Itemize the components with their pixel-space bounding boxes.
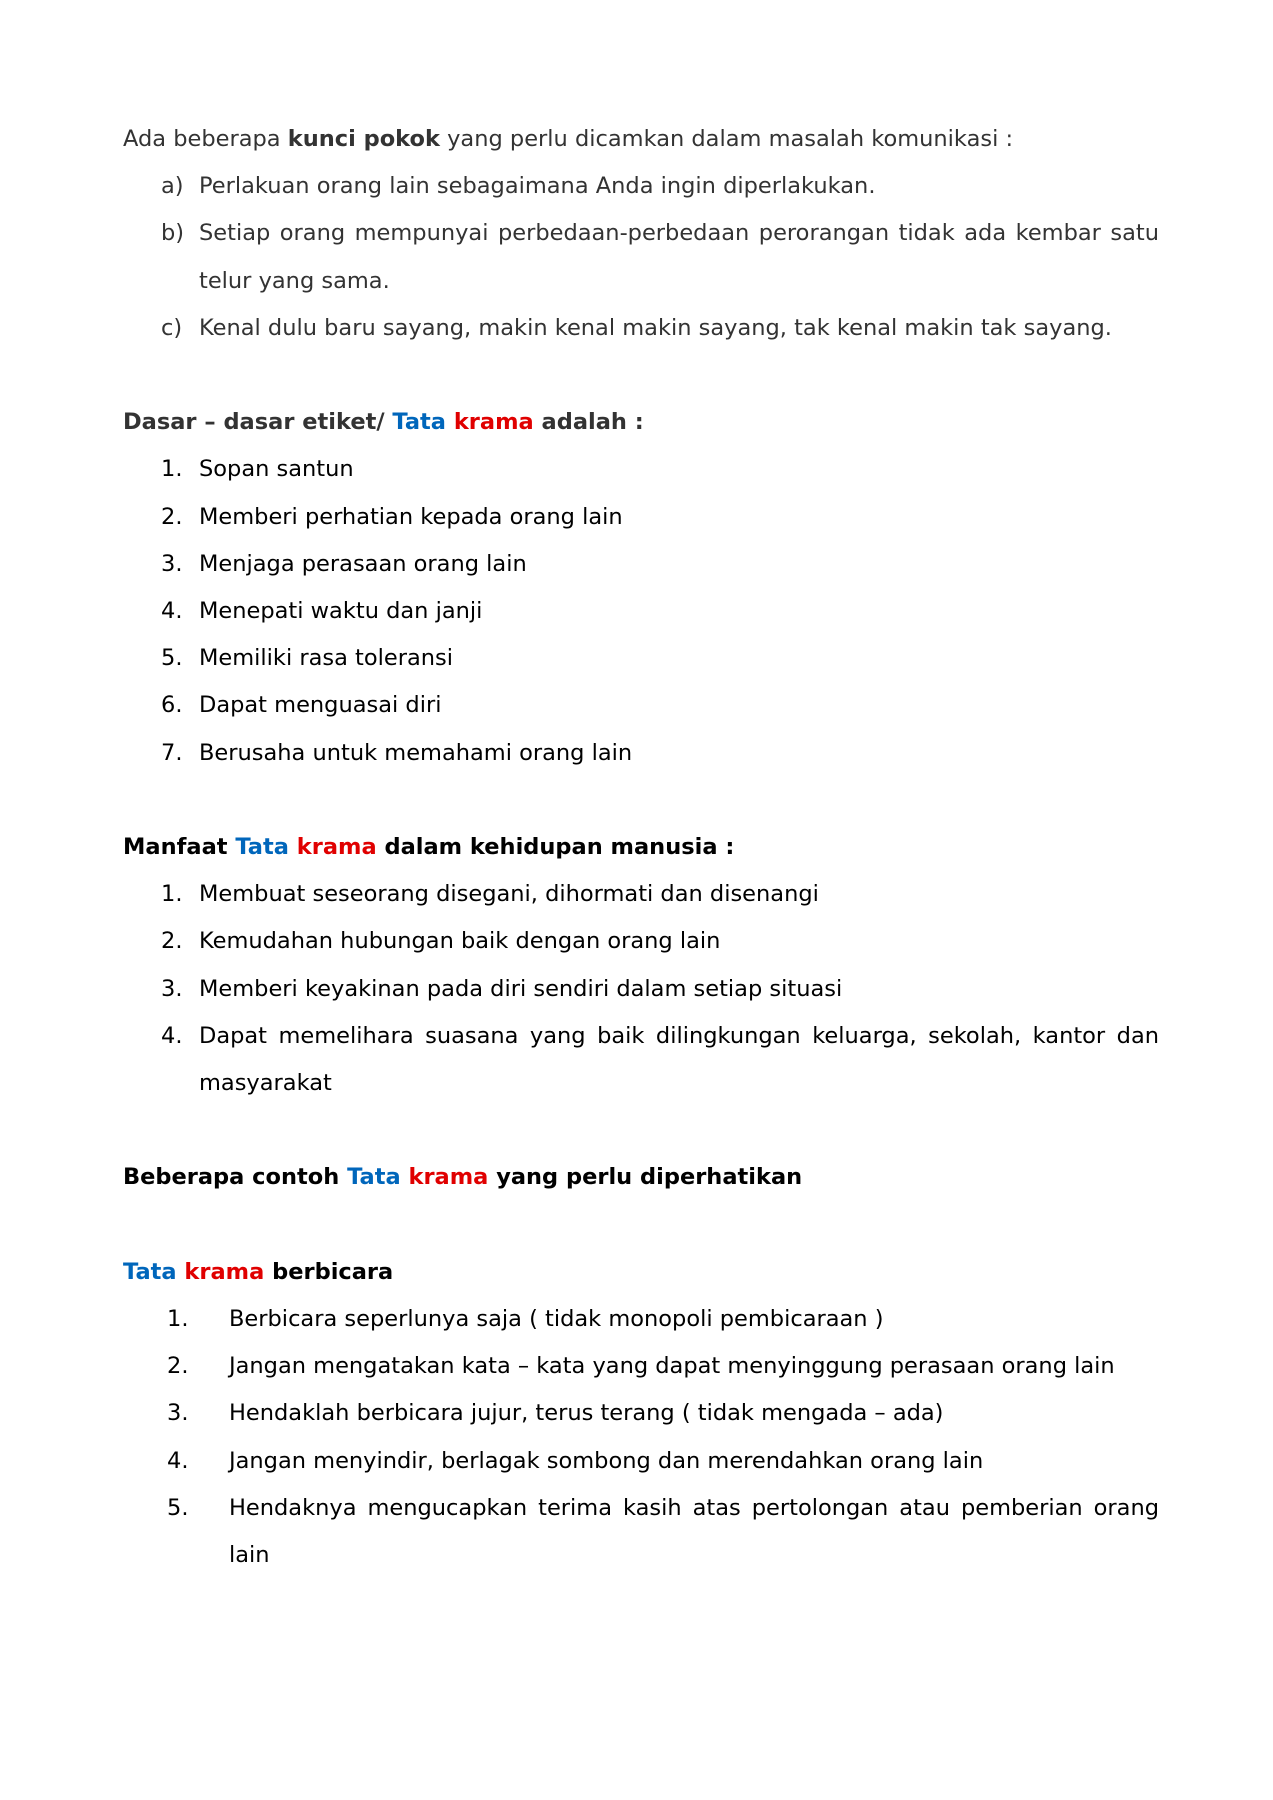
- list-text: Hendaknya mengucapkan terima kasih atas pertolongan atau pemberian orang lain: [229, 1494, 1159, 1569]
- list-marker: 3.: [161, 550, 183, 577]
- intro-bold: kunci pokok: [287, 126, 440, 152]
- list-marker: 1.: [167, 1306, 189, 1333]
- list-item: [123, 1390, 1159, 1437]
- heading-text: Beberapa contoh: [123, 1164, 348, 1191]
- list-item: [123, 163, 1159, 210]
- list-marker: 3.: [161, 975, 183, 1002]
- intro-text: Ada beberapa: [123, 126, 288, 152]
- heading-berbicara: [123, 1249, 1159, 1296]
- list-text: Jangan mengatakan kata – kata yang dapat menyinggung perasaan orang lain: [229, 1353, 1115, 1380]
- list-marker: 6.: [161, 692, 183, 719]
- list-marker: 2.: [161, 928, 183, 955]
- list-item: [123, 871, 1159, 918]
- list-text: Memiliki rasa toleransi: [199, 645, 454, 672]
- heading-text: Manfaat: [123, 834, 236, 861]
- list-text: Kemudahan hubungan baik dengan orang lain: [199, 928, 721, 955]
- heading-tata: Tata: [123, 1258, 177, 1285]
- list-text: Membuat seseorang disegani, dihormati dan disenangi: [199, 881, 819, 908]
- list-item: [123, 1485, 1159, 1579]
- list-marker: 7.: [161, 739, 183, 766]
- list-item: [123, 210, 1159, 304]
- list-marker: 5.: [167, 1494, 189, 1521]
- heading-text-end: yang perlu diperhatikan: [488, 1164, 803, 1191]
- list-marker: 2.: [167, 1353, 189, 1380]
- list-item: [123, 635, 1159, 682]
- list-text: Memberi keyakinan pada diri sendiri dalam setiap situasi: [199, 975, 843, 1002]
- list-text: Menjaga perasaan orang lain: [199, 550, 527, 577]
- list-item: [123, 966, 1159, 1013]
- heading-contoh: [123, 1154, 1159, 1201]
- heading-krama: krama: [184, 1258, 265, 1285]
- list-text: Hendaklah berbicara jujur, terus terang ( tidak mengada – ada): [229, 1400, 944, 1427]
- list-marker: 5.: [161, 645, 183, 672]
- heading-text-end: adalah :: [533, 409, 644, 436]
- list-item: [123, 305, 1159, 352]
- list-item: [123, 1343, 1159, 1390]
- heading-krama: krama: [408, 1164, 489, 1191]
- list-marker: 3.: [167, 1400, 189, 1427]
- heading-krama: krama: [453, 409, 534, 436]
- list-marker: 2.: [161, 503, 183, 530]
- list-text: Memberi perhatian kepada orang lain: [199, 503, 623, 530]
- heading-tata: Tata: [347, 1164, 401, 1191]
- list-text: Setiap orang mempunyai perbedaan-perbedaan perorangan tidak ada kembar satu telur yang sama.: [199, 220, 1159, 294]
- list-text: Perlakuan orang lain sebagaimana Anda ingin diperlakukan.: [199, 173, 876, 200]
- list-item: [123, 682, 1159, 729]
- list-text: Dapat menguasai diri: [199, 692, 442, 719]
- list-marker: 4.: [161, 598, 183, 625]
- list-marker: 4.: [161, 1022, 183, 1049]
- list-marker: a): [161, 173, 184, 200]
- list-marker: 1.: [161, 881, 183, 908]
- list-item: [123, 730, 1159, 777]
- heading-text-end: dalam kehidupan manusia :: [376, 834, 735, 861]
- heading-text-end: berbicara: [264, 1258, 394, 1285]
- list-text: Berusaha untuk memahami orang lain: [199, 739, 633, 766]
- list-item: [123, 1438, 1159, 1485]
- heading-krama: krama: [296, 834, 377, 861]
- list-marker: 1.: [161, 456, 183, 483]
- list-marker: c): [161, 314, 183, 341]
- list-text: Menepati waktu dan janji: [199, 598, 483, 625]
- heading-manfaat: [123, 824, 1159, 871]
- list-item: [123, 494, 1159, 541]
- list-text: Kenal dulu baru sayang, makin kenal makin sayang, tak kenal makin tak sayang.: [199, 314, 1112, 341]
- heading-text: Dasar – dasar etiket/: [123, 409, 393, 436]
- list-text: Dapat memelihara suasana yang baik dilingkungan keluarga, sekolah, kantor dan masyarakat: [199, 1022, 1159, 1097]
- heading-tata: Tata: [235, 834, 289, 861]
- list-item: [123, 588, 1159, 635]
- list-item: [123, 918, 1159, 965]
- list-marker: b): [161, 220, 185, 247]
- intro-paragraph: [123, 116, 1159, 163]
- list-text: Sopan santun: [199, 456, 354, 483]
- list-item: [123, 446, 1159, 493]
- list-item: [123, 1013, 1159, 1107]
- heading-tata: Tata: [392, 409, 446, 436]
- list-item: [123, 541, 1159, 588]
- list-marker: 4.: [167, 1447, 189, 1474]
- heading-dasar: [123, 399, 1159, 446]
- document-page: [123, 116, 1159, 1579]
- list-text: Jangan menyindir, berlagak sombong dan merendahkan orang lain: [229, 1447, 984, 1474]
- intro-text-end: yang perlu dicamkan dalam masalah komunikasi :: [439, 126, 1014, 152]
- list-item: [123, 1296, 1159, 1343]
- list-text: Berbicara seperlunya saja ( tidak monopoli pembicaraan ): [229, 1306, 884, 1333]
